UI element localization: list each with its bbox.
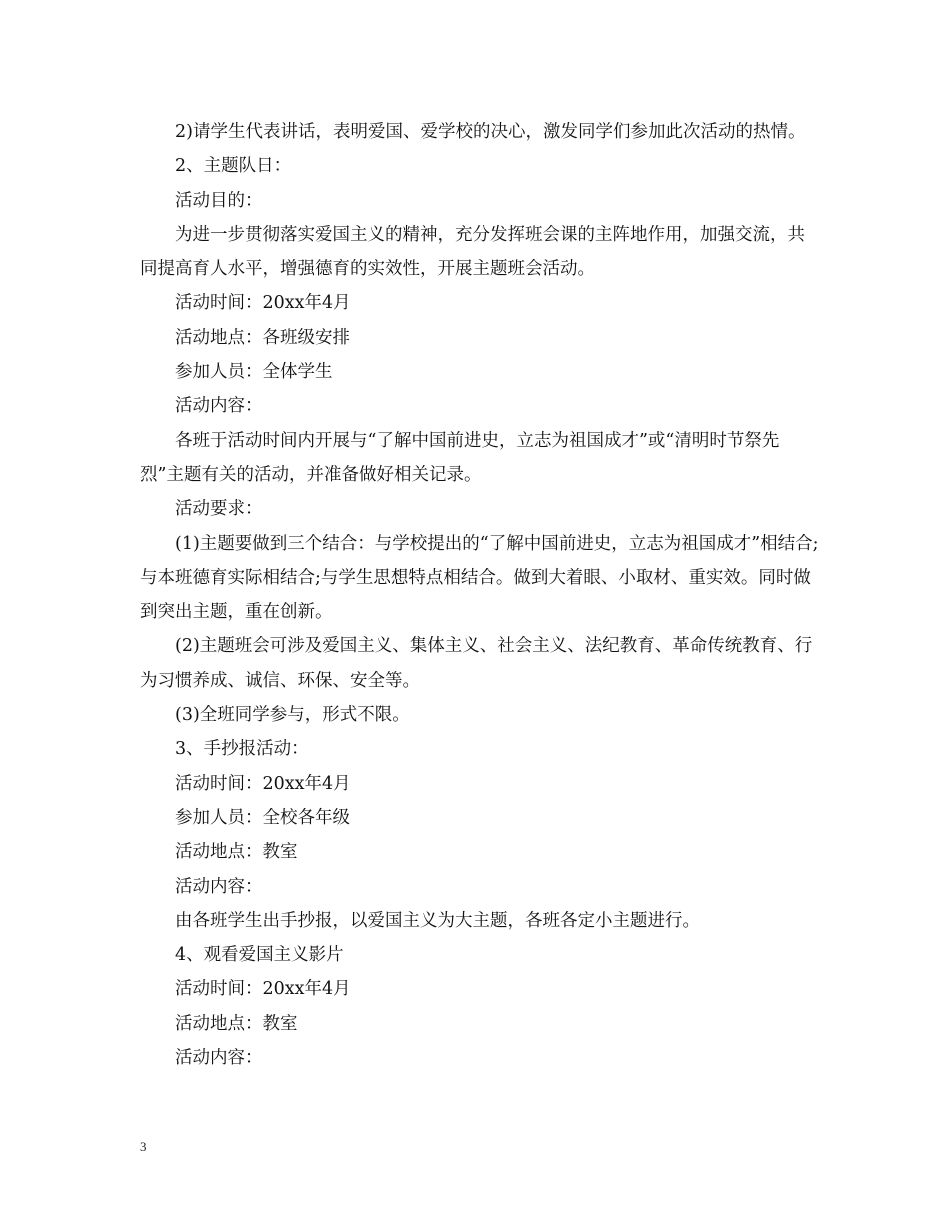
paragraph: 活动内容：: [175, 396, 263, 417]
paragraph: 活动目的：: [175, 190, 263, 211]
paragraph: 为进一步贯彻落实爱国主义的精神，充分发挥班会课的主阵地作用，加强交流，共同提高育人水平，增强德育的实效性，开展主题班会活动。: [140, 224, 805, 280]
list-item: (3)全班同学参与，形式不限。: [175, 705, 410, 726]
paragraph: 活动内容：: [175, 1048, 263, 1069]
section-heading: 2、主题队日：: [175, 156, 292, 177]
paragraph: 活动要求：: [175, 499, 263, 520]
paragraph: 2)请学生代表讲话，表明爱国、爱学校的决心，激发同学们参加此次活动的热情。: [175, 122, 806, 142]
document-body: [140, 115, 820, 1075]
paragraph: 参加人员：全体学生: [175, 362, 333, 383]
paragraph: 各班于活动时间内开展与“了解中国前进史，立志为祖国成才”或“清明时节祭先烈”主题有关的活动，并准备做好相关记录。: [140, 430, 780, 485]
page-number: 3: [140, 1139, 147, 1154]
paragraph: 活动内容：: [175, 876, 263, 897]
paragraph: 活动时间：20xx年4月: [175, 979, 351, 1000]
paragraph: 由各班学生出手抄报，以爱国主义为大主题，各班各定小主题进行。: [175, 910, 700, 931]
paragraph: 活动时间：20xx年4月: [175, 293, 351, 314]
paragraph: 活动地点：各班级安排: [175, 327, 350, 348]
section-heading: 3、手抄报活动：: [175, 739, 309, 760]
paragraph: 活动地点：教室: [175, 1013, 298, 1034]
section-heading: 4、观看爱国主义影片: [175, 945, 344, 966]
paragraph: 活动时间：20xx年4月: [175, 773, 351, 794]
list-item: (2)主题班会可涉及爱国主义、集体主义、社会主义、法纪教育、革命传统教育、行为习惯养成、诚信、环保、安全等。: [140, 636, 813, 691]
paragraph: 参加人员：全校各年级: [175, 807, 350, 828]
paragraph: 活动地点：教室: [175, 842, 298, 863]
list-item: (1)主题要做到三个结合：与学校提出的“了解中国前进史，立志为祖国成才”相结合;与本班德育实际相结合;与学生思想特点相结合。做到大着眼、小取材、重实效。同时做到突出主题，重在创新。: [140, 533, 819, 623]
